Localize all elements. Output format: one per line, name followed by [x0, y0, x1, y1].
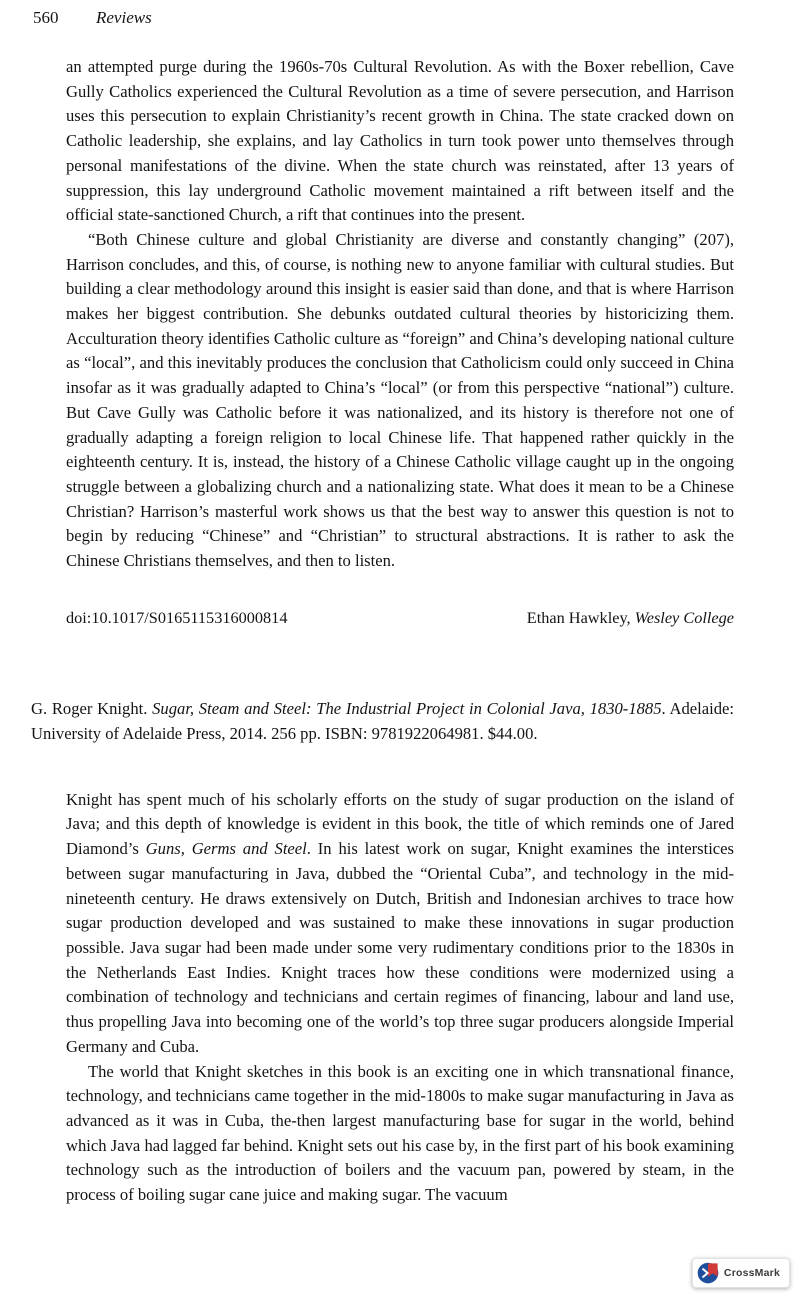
reviewer-attribution — [527, 606, 734, 630]
knight-review-body — [66, 788, 734, 1208]
page-number: 560 — [33, 8, 59, 27]
crossmark-badge[interactable] — [692, 1258, 790, 1288]
harrison-review-body — [66, 55, 734, 574]
review-paragraph-conclusion: “Both Chinese culture and global Christianity are diverse and constantly changing” (207), Harrison concludes, and this, of course, is nothing new to anyone familiar with cultural studies. But building a clear methodology around this insight is easier said than done, and that is where Harrison makes her biggest contribution. She debunks outdated cultural theories by historicizing them. Acculturation theory identifies Catholic culture as “foreign” and China’s developing national culture as “local”, and this inevitably produces the conclusion that Catholicism could only succeed in China insofar as it was gradually adapted to China’s “local” (or from this perspective “national”) culture. But Cave Gully was Catholic before it was nationalized, and its history is therefore not one of gradually adapting a foreign religion to local Chinese life. That happened rather quickly in the eighteenth century. It is, instead, the history of a Chinese Catholic village caught up in the ongoing struggle between a globalizing church and a nationalizing state. What does it mean to be a Chinese Christian? Harrison’s masterful work shows us that the best way to answer this question is not to begin by reducing “Chinese” and “Christian” to structural abstractions. It is rather to ask the Chinese Christians themselves, and then to listen. — [66, 229, 734, 571]
review-paragraph-opening — [66, 788, 734, 1060]
page-header — [0, 0, 800, 29]
book-title: Sugar, Steam and Steel: The Industrial Project in Colonial Java, 1830-1885 — [152, 698, 662, 718]
crossmark-label: CrossMark — [723, 1267, 780, 1279]
paragraph-text: . In his latest work on sugar, Knight examines the interstices between sugar manufacturing in Java, dubbed the “Oriental Cuba”, and technology in the mid-nineteenth century. He draws extensively on Dutch, British and Indonesian archives to trace how sugar production developed and was sustained to make these innovations in sugar production possible. Java sugar had been made under some very rudimentary conditions prior to the 1830s in the Netherlands East Indies. Knight traces how these conditions were modernized using a combination of technology and technicians and certain regimes of financing, labour and land use, thus propelling Java into becoming one of the world’s top three sugar producers alongside Imperial Germany and Cuba. — [66, 839, 734, 1056]
crossmark-icon — [697, 1262, 719, 1284]
referenced-book-title: Guns, Germs and Steel — [145, 839, 307, 859]
running-head-title: Reviews — [96, 8, 152, 27]
paragraph-text: Knight has spent much of his scholarly efforts on the study of sugar production on the island of Java; and this depth of knowledge is evident in this book, the title of which reminds one of Jared Diamond’s — [66, 789, 734, 859]
review-paragraph-continuation: an attempted purge during the 1960s-70s Cultural Revolution. As with the Boxer rebellion, Cave Gully Catholics experienced the Cultural Revolution as a time of severe persecution, and Harrison uses this persecution to explain Christianity’s recent growth in China. The state cracked down on Catholic leadership, she explains, and lay Catholics in turn took power unto themselves through personal manifestations of the divine. When the state church was reinstated, after 13 years of suppression, this lay underground Catholic movement maintained a rift between itself and the official state-sanctioned Church, a rift that continues into the present. — [66, 57, 734, 225]
book-author: G. Roger Knight. — [31, 698, 153, 718]
book-publication-details: . Adelaide: University of Adelaide Press, 2014. 256 pp. ISBN: 9781922064981. $44.00. — [31, 698, 734, 743]
reviewer-name: Ethan Hawkley, — [526, 607, 635, 627]
doi-text: doi:10.1017/S0165115316000814 — [66, 607, 288, 627]
review-paragraph-second: The world that Knight sketches in this book is an exciting one in which transnational finance, technology, and technicians came together in the mid-1800s to make sugar manufacturing in Java as advanced as it was in Cuba, the-then largest manufacturing base for sugar in the world, behind which Java had lagged far behind. Knight sets out his case by, in the first part of his book examining technology such as the introduction of boilers and the vacuum pan, powered by steam, in the process of boiling sugar cane juice and making sugar. The vacuum — [66, 1061, 734, 1205]
reviewer-affiliation: Wesley College — [634, 607, 734, 627]
book-citation-heading — [31, 696, 734, 746]
doi-attribution-line — [66, 606, 734, 630]
